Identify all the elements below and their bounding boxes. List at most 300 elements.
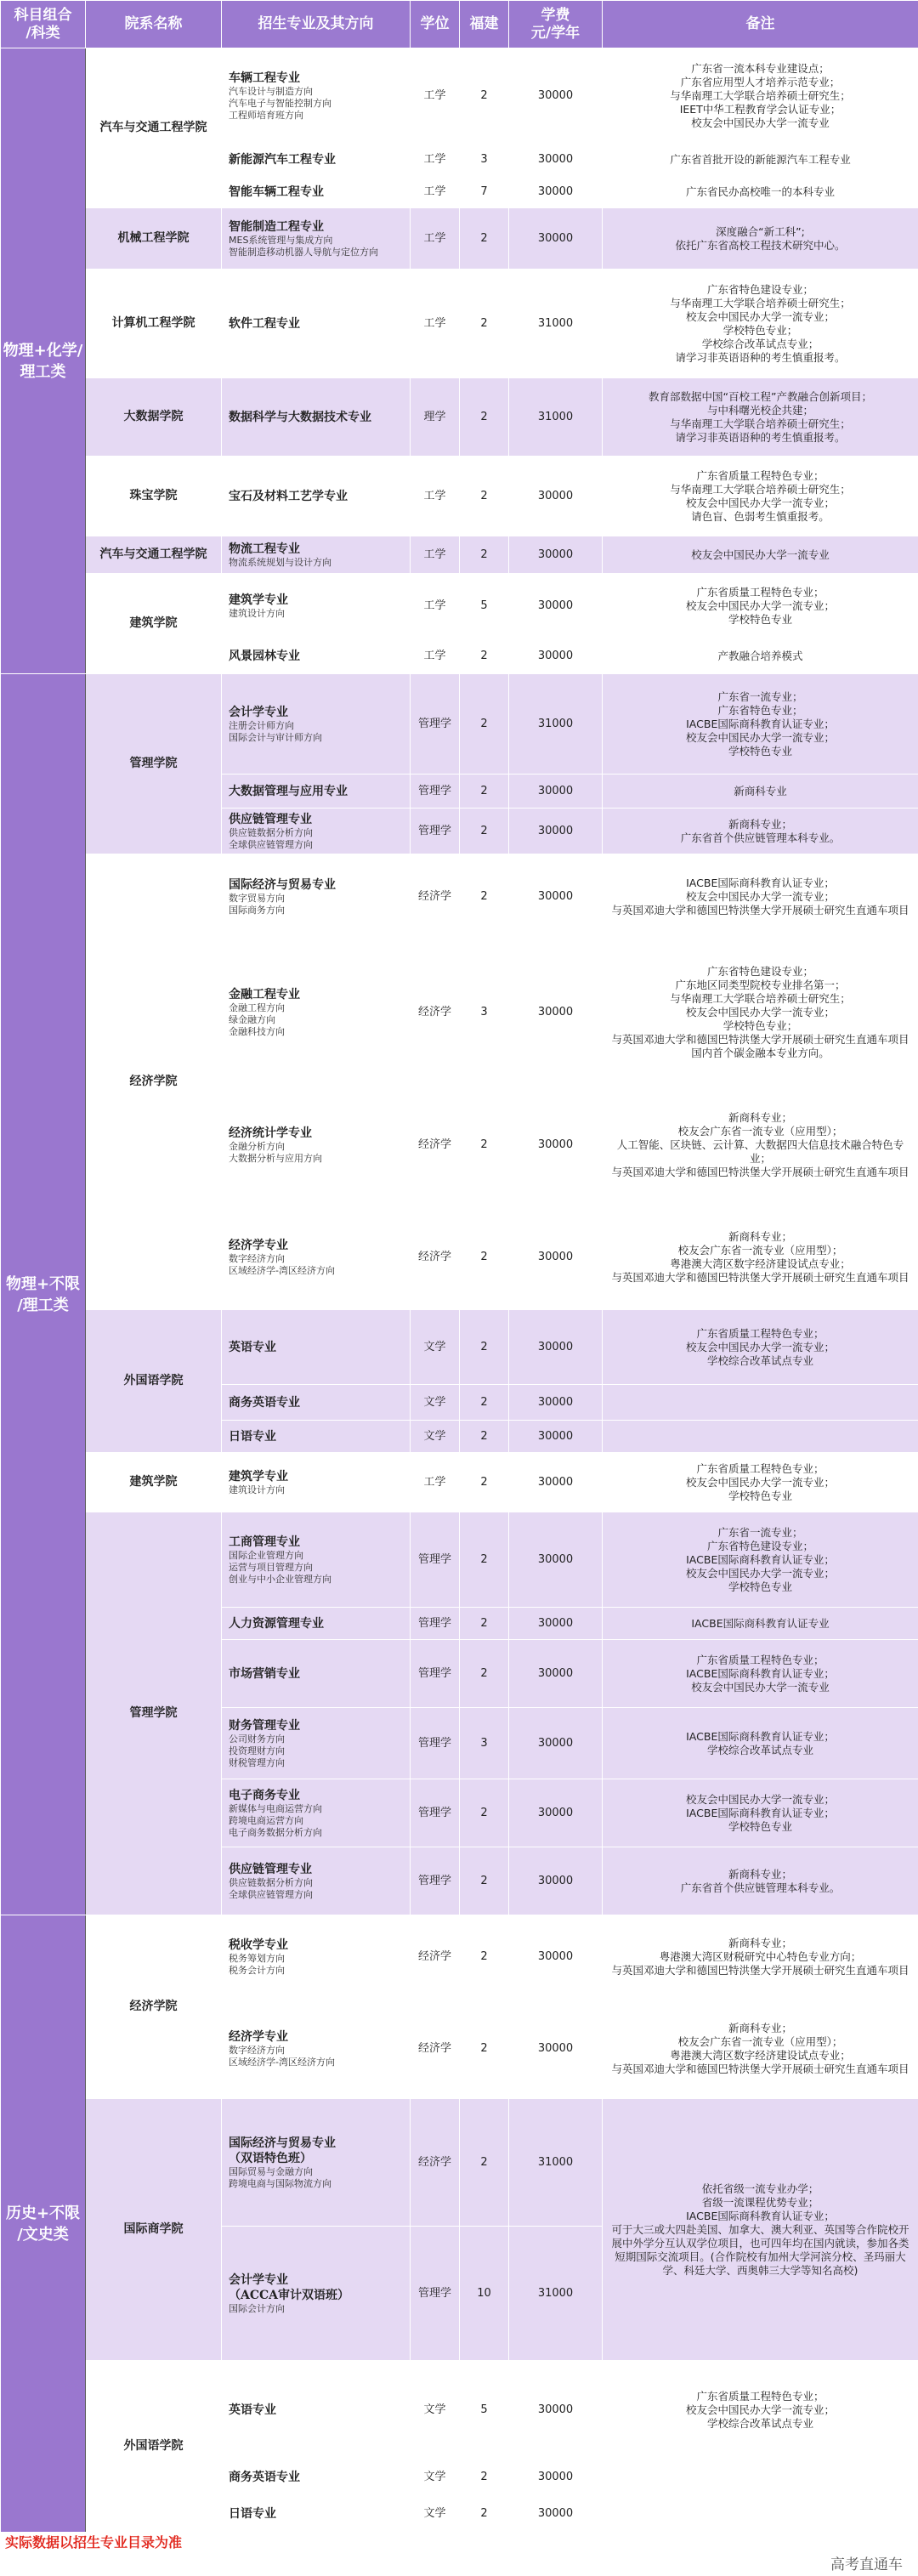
major-cell <box>222 775 411 809</box>
major-direction: 投资理财方向 <box>229 1745 285 1756</box>
major-name: 数据科学与大数据技术专业 <box>229 410 371 424</box>
major-name: 经济学专业 <box>229 1238 288 1252</box>
major-cell <box>222 144 411 176</box>
remark-line: 新商科专业； <box>728 1229 792 1243</box>
remark-line: 与英国邓迪大学和德国巴特洪堡大学开展硕士研究生直通车项目 <box>611 1032 910 1046</box>
remark-cell <box>603 1708 918 1779</box>
table-row <box>1 1453 918 1512</box>
major-name: 物流工程专业 <box>229 542 300 556</box>
remark-line: 校友会中国民办大学一流专业； <box>685 1005 835 1018</box>
remark-line: 学校综合改革试点专业 <box>706 2416 813 2430</box>
degree-cell: 管理学 <box>411 1512 460 1608</box>
major-cell <box>222 208 411 270</box>
remark-cell <box>603 48 918 144</box>
major-name: 工商管理专业 <box>229 1535 300 1549</box>
fujian-quota-cell: 2 <box>460 1847 509 1915</box>
college-name: 珠宝学院 <box>86 457 222 536</box>
remark-line: 依托广东省高校工程技术研究中心。 <box>675 238 846 252</box>
fujian-quota-cell: 2 <box>460 638 509 674</box>
remark-cell <box>603 574 918 638</box>
fujian-quota-cell: 2 <box>460 1512 509 1608</box>
remark-line: 新商科专业； <box>728 817 792 831</box>
degree-cell: 文学 <box>411 1421 460 1453</box>
degree-cell: 经济学 <box>411 1915 460 1999</box>
remark-cell <box>603 536 918 574</box>
major-cell <box>222 1608 411 1640</box>
tuition-fee-cell: 30000 <box>509 574 603 638</box>
subject-group-cell: 历史+不限 /文史类 <box>1 1915 86 2533</box>
degree-cell: 文学 <box>411 1310 460 1385</box>
fujian-quota-cell: 2 <box>460 1205 509 1310</box>
remark-cell <box>603 1086 918 1205</box>
tuition-fee-cell: 30000 <box>509 144 603 176</box>
major-direction: 大数据分析与应用方向 <box>229 1152 322 1164</box>
fujian-quota-cell: 2 <box>460 775 509 809</box>
remark-cell <box>603 457 918 536</box>
remark-cell <box>603 208 918 270</box>
remark-line: 校友会广东省一流专业（应用型）； <box>677 1124 843 1138</box>
tuition-fee-cell: 30000 <box>509 2495 603 2533</box>
college-name: 机械工程学院 <box>86 208 222 270</box>
degree-cell: 文学 <box>411 1385 460 1421</box>
remark-line: 广东省特色建设专业； <box>706 964 813 978</box>
major-direction: 建筑设计方向 <box>229 1484 285 1495</box>
major-direction: 供应链数据分析方向 <box>229 1876 313 1888</box>
major-direction: 金融工程方向 <box>229 1001 285 1013</box>
tuition-fee-cell: 30000 <box>509 1086 603 1205</box>
major-name: 供应链管理专业 <box>229 812 312 826</box>
tuition-fee-cell: 31000 <box>509 270 603 378</box>
remark-line: 学校综合改革试点专业 <box>706 1743 813 1756</box>
fujian-quota-cell: 2 <box>460 270 509 378</box>
subject-group-cell: 物理+化学/ 理工类 <box>1 48 86 674</box>
major-direction: 电子商务数据分析方向 <box>229 1826 322 1838</box>
remark-line: IACBE国际商科教育认证专业； <box>686 1666 835 1680</box>
major-cell <box>222 638 411 674</box>
fujian-quota-cell: 2 <box>460 1779 509 1847</box>
remark-line: 与英国邓迪大学和德国巴特洪堡大学开展硕士研究生直通车项目 <box>611 1963 910 1977</box>
table-row <box>1 854 918 939</box>
college-name: 计算机工程学院 <box>86 270 222 378</box>
remark-cell <box>603 674 918 775</box>
major-direction: 金融科技方向 <box>229 1025 285 1037</box>
college-name: 管理学院 <box>86 674 222 854</box>
remark-line: 省级一流课程优势专业； <box>701 2195 819 2209</box>
remark-line: 广东省特色专业； <box>717 703 803 717</box>
major-cell <box>222 2460 411 2495</box>
tuition-fee-cell: 30000 <box>509 1608 603 1640</box>
remark-line: 教育部数据中国“百校工程”产教融合创新项目； <box>649 389 872 403</box>
major-direction: 数字经济方向 <box>229 2044 285 2056</box>
remark-line: 与华南理工大学联合培养硕士研究生； <box>670 296 851 309</box>
degree-cell: 管理学 <box>411 674 460 775</box>
remark-line: 新商科专业； <box>728 1867 792 1881</box>
degree-cell: 工学 <box>411 574 460 638</box>
remark-cell <box>603 1847 918 1915</box>
tuition-fee-cell: 30000 <box>509 854 603 939</box>
remark-line: 学校特色专业； <box>722 323 798 337</box>
remark-line: 广东省质量工程特色专业； <box>696 468 824 482</box>
remark-line: 粤港澳大湾区数字经济建设试点专业； <box>670 1257 851 1270</box>
major-cell <box>222 1915 411 1999</box>
fujian-quota-cell: 3 <box>460 939 509 1086</box>
fujian-quota-cell: 2 <box>460 378 509 457</box>
remark-line: 学校特色专业 <box>728 1489 792 1502</box>
watermark-brand: 高考直通车 <box>830 2556 903 2573</box>
remark-line: 可于大三或大四赴美国、加拿大、澳大利亚、英国等合作院校开展中外学分互认双学位项目，也可四年均在国内就读，参加各类短期国际交流项目。(合作院校有加州大学河滨分校、圣玛丽大学、科廷大学、西奥韩三大学等知名高校) <box>611 2222 910 2277</box>
college-name: 建筑学院 <box>86 1453 222 1512</box>
header-major: 招生专业及其方向 <box>222 1 411 48</box>
remark-line: 依托省级一流专业办学； <box>701 2182 819 2195</box>
fujian-quota-cell: 2 <box>460 2460 509 2495</box>
remark-line: 与华南理工大学联合培养硕士研究生； <box>670 482 851 496</box>
major-name: 日语专业 <box>229 2506 276 2521</box>
degree-cell: 管理学 <box>411 1640 460 1708</box>
major-direction: 新媒体与电商运营方向 <box>229 1802 322 1814</box>
fujian-quota-cell: 2 <box>460 1453 509 1512</box>
remark-line: 学校特色专业 <box>728 744 792 757</box>
remark-cell <box>603 854 918 939</box>
major-cell <box>222 270 411 378</box>
remark-cell <box>603 1915 918 1999</box>
major-cell <box>222 1847 411 1915</box>
remark-line: 广东省质量工程特色专业； <box>696 1653 824 1666</box>
table-row <box>1 208 918 270</box>
fujian-quota-cell: 5 <box>460 2361 509 2460</box>
major-name: 智能车辆工程专业 <box>229 184 324 199</box>
table-row <box>1 1512 918 1608</box>
tuition-fee-cell: 30000 <box>509 208 603 270</box>
remark-cell <box>603 1453 918 1512</box>
major-name: 英语专业 <box>229 2403 276 2417</box>
degree-cell: 理学 <box>411 378 460 457</box>
major-cell <box>222 574 411 638</box>
major-direction: 区域经济学-湾区经济方向 <box>229 2056 335 2068</box>
tuition-fee-cell: 30000 <box>509 809 603 854</box>
tuition-fee-cell: 30000 <box>509 1847 603 1915</box>
fujian-quota-cell: 2 <box>460 1421 509 1453</box>
degree-cell: 经济学 <box>411 939 460 1086</box>
fujian-quota-cell: 3 <box>460 1708 509 1779</box>
degree-cell: 经济学 <box>411 2099 460 2227</box>
remark-line: IACBE国际商科教育认证专业； <box>686 1552 835 1566</box>
major-cell <box>222 1421 411 1453</box>
major-direction: 智能制造移动机器人导航与定位方向 <box>229 246 378 258</box>
major-name: 电子商务专业 <box>229 1788 300 1802</box>
remark-line: 校友会中国民办大学一流专业； <box>685 599 835 612</box>
remark-line: 校友会中国民办大学一流专业； <box>685 1340 835 1353</box>
remark-line: 产教融合培养模式 <box>717 649 803 662</box>
major-name: 建筑学专业 <box>229 1469 288 1484</box>
major-cell <box>222 1640 411 1708</box>
major-name: 智能制造工程专业 <box>229 219 324 234</box>
degree-cell: 工学 <box>411 176 460 208</box>
remark-line: 广东省质量工程特色专业； <box>696 1461 824 1475</box>
remark-line: 广东省特色建设专业； <box>706 282 813 296</box>
major-name: 软件工程专业 <box>229 316 300 331</box>
remark-cell <box>603 1512 918 1608</box>
major-cell <box>222 1453 411 1512</box>
major-cell <box>222 1512 411 1608</box>
remark-line: 广东省首批开设的新能源汽车工程专业 <box>670 152 851 166</box>
degree-cell: 管理学 <box>411 1608 460 1640</box>
remark-line: 广东省一流专业； <box>717 689 803 703</box>
table-header-row <box>1 1 918 48</box>
remark-line: IACBE国际商科教育认证专业； <box>686 717 835 730</box>
remark-cell <box>603 1779 918 1847</box>
fujian-quota-cell: 2 <box>460 2495 509 2533</box>
major-direction: 建筑设计方向 <box>229 607 285 619</box>
major-name: 市场营销专业 <box>229 1666 300 1681</box>
fujian-quota-cell: 2 <box>460 48 509 144</box>
fujian-quota-cell: 2 <box>460 674 509 775</box>
major-name: 财务管理专业 <box>229 1718 300 1733</box>
major-name: 建筑学专业 <box>229 593 288 607</box>
degree-cell: 经济学 <box>411 1205 460 1310</box>
degree-cell: 经济学 <box>411 1086 460 1205</box>
table-row <box>1 536 918 574</box>
remark-cell <box>603 270 918 378</box>
tuition-fee-cell: 30000 <box>509 176 603 208</box>
major-name: 车辆工程专业 <box>229 71 300 85</box>
remark-line: 请色盲、色弱考生慎重报考。 <box>691 509 830 523</box>
major-name: 风景园林专业 <box>229 649 300 663</box>
remark-line: 校友会广东省一流专业（应用型）； <box>677 2034 843 2048</box>
remark-line: 与华南理工大学联合培养硕士研究生； <box>670 88 851 102</box>
header-fujian: 福建 <box>460 1 509 48</box>
major-direction: 税务会计方向 <box>229 1964 285 1976</box>
degree-cell: 经济学 <box>411 854 460 939</box>
tuition-fee-cell: 30000 <box>509 939 603 1086</box>
subject-group-cell: 物理+不限 /理工类 <box>1 674 86 1915</box>
fujian-quota-cell: 5 <box>460 574 509 638</box>
table-row <box>1 1915 918 1999</box>
remark-cell <box>603 2460 918 2495</box>
degree-cell: 工学 <box>411 1453 460 1512</box>
remark-line: 校友会广东省一流专业（应用型）； <box>677 1243 843 1257</box>
remark-line: 与华南理工大学联合培养硕士研究生； <box>670 991 851 1005</box>
tuition-fee-cell: 31000 <box>509 378 603 457</box>
fujian-quota-cell: 10 <box>460 2227 509 2361</box>
remark-line: 校友会中国民办大学一流专业； <box>685 889 835 903</box>
college-name: 外国语学院 <box>86 2361 222 2533</box>
college-name: 大数据学院 <box>86 378 222 457</box>
major-direction: 国际商务方向 <box>229 904 285 916</box>
degree-cell: 工学 <box>411 208 460 270</box>
major-cell <box>222 1708 411 1779</box>
major-name: 经济统计学专业 <box>229 1126 312 1140</box>
degree-cell: 工学 <box>411 457 460 536</box>
major-direction: 运营与项目管理方向 <box>229 1561 313 1573</box>
tuition-fee-cell: 30000 <box>509 1453 603 1512</box>
degree-cell: 工学 <box>411 270 460 378</box>
fujian-quota-cell: 2 <box>460 1640 509 1708</box>
table-row <box>1 270 918 378</box>
major-cell <box>222 1385 411 1421</box>
remark-line: 广东省一流本科专业建设点； <box>691 61 830 75</box>
fujian-quota-cell: 2 <box>460 536 509 574</box>
college-name: 外国语学院 <box>86 1310 222 1453</box>
fujian-quota-cell: 7 <box>460 176 509 208</box>
remark-line: 深度融合“新工科”; <box>716 224 805 238</box>
remark-line: 广东省质量工程特色专业； <box>696 2389 824 2403</box>
tuition-fee-cell: 30000 <box>509 1915 603 1999</box>
remark-line: 新商科专业； <box>728 2021 792 2034</box>
major-direction: 国际企业管理方向 <box>229 1549 303 1561</box>
remark-line: IACBE国际商科教育认证专业； <box>686 1729 835 1743</box>
major-direction: 跨境电商与国际物流方向 <box>229 2177 332 2189</box>
major-direction: 供应链数据分析方向 <box>229 826 313 838</box>
header-remark: 备注 <box>603 1 918 48</box>
remark-cell <box>603 144 918 176</box>
tuition-fee-cell: 30000 <box>509 1708 603 1779</box>
remark-line: 广东省应用型人才培养示范专业； <box>680 75 841 88</box>
tuition-fee-cell: 30000 <box>509 48 603 144</box>
fujian-quota-cell: 2 <box>460 1310 509 1385</box>
remark-cell <box>603 1385 918 1421</box>
fujian-quota-cell: 2 <box>460 854 509 939</box>
remark-line: 新商科专业； <box>728 1936 792 1949</box>
major-name: 英语专业 <box>229 1340 276 1354</box>
college-name: 国际商学院 <box>86 2099 222 2361</box>
degree-cell: 文学 <box>411 2361 460 2460</box>
major-direction: 注册会计师方向 <box>229 719 294 731</box>
remark-line: 与英国邓迪大学和德国巴特洪堡大学开展硕士研究生直通车项目 <box>611 1165 910 1178</box>
remark-line: 广东省首个供应链管理本科专业。 <box>680 1881 841 1894</box>
remark-line: 校友会中国民办大学一流专业 <box>691 116 830 129</box>
major-cell <box>222 1310 411 1385</box>
college-name: 汽车与交通工程学院 <box>86 536 222 574</box>
remark-line: IACBE国际商科教育认证专业； <box>686 1806 835 1819</box>
table-row <box>1 1310 918 1385</box>
remark-cell <box>603 1310 918 1385</box>
table-row <box>1 48 918 144</box>
degree-cell: 文学 <box>411 2460 460 2495</box>
remark-line: 与华南理工大学联合培养硕士研究生； <box>670 417 851 430</box>
remark-line: IEET中华工程教育学会认证专业； <box>679 102 842 116</box>
major-cell <box>222 176 411 208</box>
fujian-quota-cell: 2 <box>460 1385 509 1421</box>
major-direction: 国际贸易与金融方向 <box>229 2165 313 2177</box>
major-cell <box>222 378 411 457</box>
college-name: 经济学院 <box>86 1915 222 2099</box>
table-row <box>1 574 918 638</box>
remark-line: 校友会中国民办大学一流专业； <box>685 2403 835 2416</box>
header-fee: 学费 元/学年 <box>509 1 603 48</box>
remark-line: 与英国邓迪大学和德国巴特洪堡大学开展硕士研究生直通车项目 <box>611 1270 910 1284</box>
degree-cell: 文学 <box>411 2495 460 2533</box>
major-cell <box>222 854 411 939</box>
fujian-quota-cell: 2 <box>460 1608 509 1640</box>
major-name: 会计学专业 （ACCA审计双语班） <box>229 2272 350 2302</box>
header-degree: 学位 <box>411 1 460 48</box>
remark-line: 与英国邓迪大学和德国巴特洪堡大学开展硕士研究生直通车项目 <box>611 2062 910 2075</box>
remark-cell <box>603 1999 918 2099</box>
remark-line: 学校综合改革试点专业 <box>706 1353 813 1367</box>
fujian-quota-cell: 2 <box>460 2099 509 2227</box>
remark-line: 人工智能、区块链、云计算、大数据四大信息技术融合特色专业； <box>616 1138 904 1165</box>
remark-line: 学校综合改革试点专业； <box>701 337 819 350</box>
tuition-fee-cell: 30000 <box>509 775 603 809</box>
fujian-quota-cell: 3 <box>460 144 509 176</box>
major-name: 国际经济与贸易专业 （双语特色班） <box>229 2136 336 2165</box>
tuition-fee-cell: 30000 <box>509 1421 603 1453</box>
remark-line: IACBE国际商科教育认证专业； <box>686 876 835 889</box>
remark-line: 与英国邓迪大学和德国巴特洪堡大学开展硕士研究生直通车项目 <box>611 903 910 916</box>
major-name: 人力资源管理专业 <box>229 1616 324 1631</box>
major-direction: 全球供应链管理方向 <box>229 838 313 850</box>
major-direction: 工程师培育班方向 <box>229 109 303 121</box>
major-direction: 数字经济方向 <box>229 1252 285 1264</box>
major-name: 经济学专业 <box>229 2029 288 2044</box>
major-cell <box>222 2099 411 2227</box>
remark-line: 广东省质量工程特色专业； <box>696 585 824 599</box>
remark-cell <box>603 2099 918 2361</box>
major-direction: 财税管理方向 <box>229 1756 285 1768</box>
tuition-fee-cell: 30000 <box>509 457 603 536</box>
major-name: 国际经济与贸易专业 <box>229 877 336 892</box>
remark-line: 校友会中国民办大学一流专业 <box>691 1680 830 1694</box>
remark-line: 新商科专业； <box>728 1110 792 1124</box>
tuition-fee-cell: 30000 <box>509 2460 603 2495</box>
college-name: 建筑学院 <box>86 574 222 674</box>
major-cell <box>222 536 411 574</box>
remark-line: 国内首个碳金融本专业方向。 <box>691 1046 830 1059</box>
major-direction: 汽车设计与制造方向 <box>229 85 313 97</box>
remark-line: 广东省首个供应链管理本科专业。 <box>680 831 841 844</box>
major-direction: 汽车电子与智能控制方向 <box>229 97 332 109</box>
degree-cell: 工学 <box>411 638 460 674</box>
table-row <box>1 457 918 536</box>
major-name: 日语专业 <box>229 1429 276 1444</box>
major-name: 新能源汽车工程专业 <box>229 152 336 167</box>
fujian-quota-cell: 2 <box>460 1999 509 2099</box>
remark-line: 粤港澳大湾区财税研究中心特色专业方向； <box>659 1949 862 1963</box>
major-direction: 全球供应链管理方向 <box>229 1888 313 1900</box>
major-cell <box>222 2227 411 2361</box>
remark-line: 请学习非英语语种的考生慎重报考。 <box>675 350 846 364</box>
major-direction: 创业与中小企业管理方向 <box>229 1573 332 1585</box>
degree-cell: 管理学 <box>411 775 460 809</box>
tuition-fee-cell: 30000 <box>509 1385 603 1421</box>
major-cell <box>222 48 411 144</box>
degree-cell: 管理学 <box>411 2227 460 2361</box>
degree-cell: 管理学 <box>411 1847 460 1915</box>
major-cell <box>222 1205 411 1310</box>
remark-line: 校友会中国民办大学一流专业 <box>691 548 830 561</box>
remark-cell <box>603 638 918 674</box>
footer-note: 实际数据以招生专业目录为准 <box>5 2534 183 2550</box>
tuition-fee-cell: 30000 <box>509 1310 603 1385</box>
tuition-fee-cell: 30000 <box>509 1512 603 1608</box>
remark-cell <box>603 939 918 1086</box>
major-cell <box>222 809 411 854</box>
fujian-quota-cell: 2 <box>460 1086 509 1205</box>
remark-cell <box>603 1608 918 1640</box>
remark-line: 粤港澳大湾区数字经济建设试点专业； <box>670 2048 851 2062</box>
degree-cell: 管理学 <box>411 809 460 854</box>
remark-line: 广东省民办高校唯一的本科专业 <box>685 184 835 198</box>
major-direction: 物流系统规划与设计方向 <box>229 556 332 568</box>
fujian-quota-cell: 2 <box>460 1915 509 1999</box>
remark-line: 学校特色专业 <box>728 1580 792 1593</box>
major-cell <box>222 457 411 536</box>
remark-cell <box>603 176 918 208</box>
major-cell <box>222 2361 411 2460</box>
major-direction: 税务筹划方向 <box>229 1952 285 1964</box>
tuition-fee-cell: 31000 <box>509 674 603 775</box>
table-row <box>1 2361 918 2460</box>
